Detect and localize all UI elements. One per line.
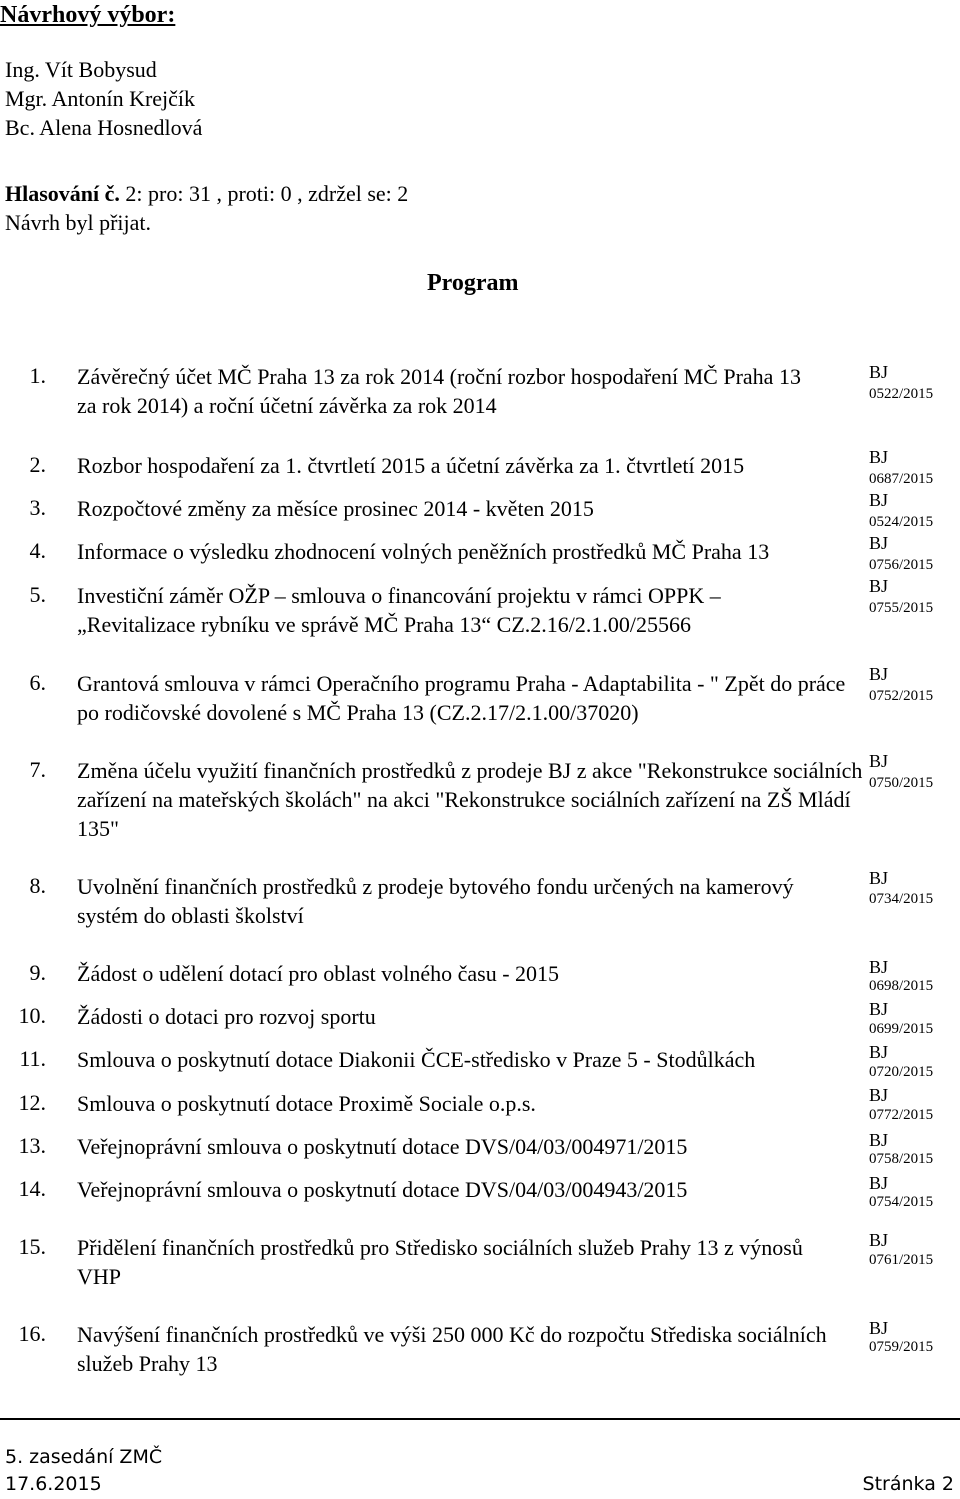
item-number: 5. <box>29 582 46 607</box>
item-number: 6. <box>29 670 46 695</box>
item-text: Rozpočtové změny za měsíce prosinec 2014 - květen 2015 <box>77 496 594 521</box>
item-bj: BJ <box>869 490 889 510</box>
item-ref: 0761/2015 <box>869 1252 934 1268</box>
item-ref: 0734/2015 <box>869 891 934 907</box>
item-bj: BJ <box>869 868 889 888</box>
item-text: Veřejnoprávní smlouva o poskytnutí dotace DVS/04/03/004943/2015 <box>77 1177 688 1202</box>
item-text: Žádosti o dotaci pro rozvoj sportu <box>77 1004 376 1029</box>
item-number: 2. <box>29 452 46 477</box>
item-text: Uvolnění finančních prostředků z prodeje bytového fondu určených na kamerový systém do oblasti školství <box>77 874 794 928</box>
footer-session: 5. zasedání ZMČ <box>5 1446 163 1468</box>
item-ref: 0758/2015 <box>869 1151 934 1167</box>
item-number: 7. <box>29 757 46 782</box>
item-text: Investiční záměr OŽP – smlouva o financování projektu v rámci OPPK – „Revitalizace rybníku ve správě MČ Praha 13“ CZ.2.16/2.1.00/25566 <box>77 583 721 637</box>
item-bj: BJ <box>869 1173 889 1193</box>
item-ref: 0750/2015 <box>869 775 934 791</box>
item-number: 3. <box>29 495 46 520</box>
item-ref: 0720/2015 <box>869 1064 934 1080</box>
vote-outcome: Návrh byl přijat. <box>5 210 152 235</box>
item-ref: 0699/2015 <box>869 1021 934 1037</box>
item-bj: BJ <box>869 1318 889 1338</box>
item-ref: 0524/2015 <box>869 514 934 530</box>
item-bj: BJ <box>869 447 889 467</box>
committee-member: Mgr. Antonín Krejčík <box>5 86 196 111</box>
item-number: 15. <box>18 1234 46 1259</box>
item-ref: 0755/2015 <box>869 600 934 616</box>
committee-member: Bc. Alena Hosnedlová <box>5 115 203 140</box>
item-bj: BJ <box>869 1130 889 1150</box>
item-text: Žádost o udělení dotací pro oblast volného času - 2015 <box>77 961 560 986</box>
footer-divider <box>0 1418 960 1420</box>
item-ref: 0698/2015 <box>869 978 934 994</box>
item-text: Smlouva o poskytnutí dotace Diakonii ČCE-středisko v Praze 5 - Stodůlkách <box>77 1047 756 1072</box>
vote-label: Hlasování č. <box>5 181 120 206</box>
vote-line <box>5 181 408 207</box>
committee-heading: Návrhový výbor: <box>0 2 176 28</box>
item-bj: BJ <box>869 1230 889 1250</box>
item-text: Informace o výsledku zhodnocení volných peněžních prostředků MČ Praha 13 <box>77 539 770 564</box>
item-bj: BJ <box>869 1042 889 1062</box>
footer-date: 17.6.2015 <box>5 1473 102 1495</box>
item-text: Veřejnoprávní smlouva o poskytnutí dotace DVS/04/03/004971/2015 <box>77 1134 688 1159</box>
item-bj: BJ <box>869 999 889 1019</box>
item-text: Změna účelu využití finančních prostředků z prodeje BJ z akce "Rekonstrukce sociálních zařízení na mateřských školách" na akci "Rekonstrukce sociálních zařízení na ZŠ Mládí 135" <box>77 758 863 841</box>
item-bj: BJ <box>869 1085 889 1105</box>
item-number: 13. <box>18 1133 46 1158</box>
item-number: 1. <box>29 363 46 388</box>
item-number: 9. <box>29 960 46 985</box>
item-number: 14. <box>18 1176 46 1201</box>
item-text: Navýšení finančních prostředků ve výši 250 000 Kč do rozpočtu Střediska sociálních služeb Prahy 13 <box>77 1322 827 1376</box>
item-text: Rozbor hospodaření za 1. čtvrtletí 2015 a účetní závěrka za 1. čtvrtletí 2015 <box>77 453 745 478</box>
item-bj: BJ <box>869 957 889 977</box>
committee-member: Ing. Vít Bobysud <box>5 57 157 82</box>
vote-result: 2: pro: 31 , proti: 0 , zdržel se: 2 <box>125 181 409 206</box>
item-number: 8. <box>29 873 46 898</box>
item-text: Přidělení finančních prostředků pro Středisko sociálních služeb Prahy 13 z výnosů VHP <box>77 1235 803 1289</box>
item-ref: 0752/2015 <box>869 688 934 704</box>
item-ref: 0687/2015 <box>869 471 934 487</box>
item-number: 12. <box>18 1090 46 1115</box>
program-title: Program <box>427 270 519 296</box>
item-bj: BJ <box>869 751 889 771</box>
item-bj: BJ <box>869 576 889 596</box>
footer-page-number: Stránka 2 <box>862 1473 954 1495</box>
item-number: 11. <box>19 1046 46 1071</box>
item-bj: BJ <box>869 362 889 382</box>
item-number: 16. <box>18 1321 46 1346</box>
item-text: Závěrečný účet MČ Praha 13 za rok 2014 (roční rozbor hospodaření MČ Praha 13 za rok 2014) a roční účetní závěrka za rok 2014 <box>77 364 801 418</box>
item-bj: BJ <box>869 664 889 684</box>
item-ref: 0772/2015 <box>869 1107 934 1123</box>
item-ref: 0756/2015 <box>869 557 934 573</box>
item-ref: 0754/2015 <box>869 1194 934 1210</box>
item-text: Grantová smlouva v rámci Operačního programu Praha - Adaptabilita - " Zpět do práce po rodičovské dovolené s MČ Praha 13 (CZ.2.17/2.1.00/37020) <box>77 671 846 725</box>
item-bj: BJ <box>869 533 889 553</box>
item-ref: 0759/2015 <box>869 1339 934 1355</box>
item-text: Smlouva o poskytnutí dotace Proximě Sociale o.p.s. <box>77 1091 536 1116</box>
item-number: 4. <box>29 538 46 563</box>
item-ref: 0522/2015 <box>869 386 934 402</box>
item-number: 10. <box>18 1003 46 1028</box>
